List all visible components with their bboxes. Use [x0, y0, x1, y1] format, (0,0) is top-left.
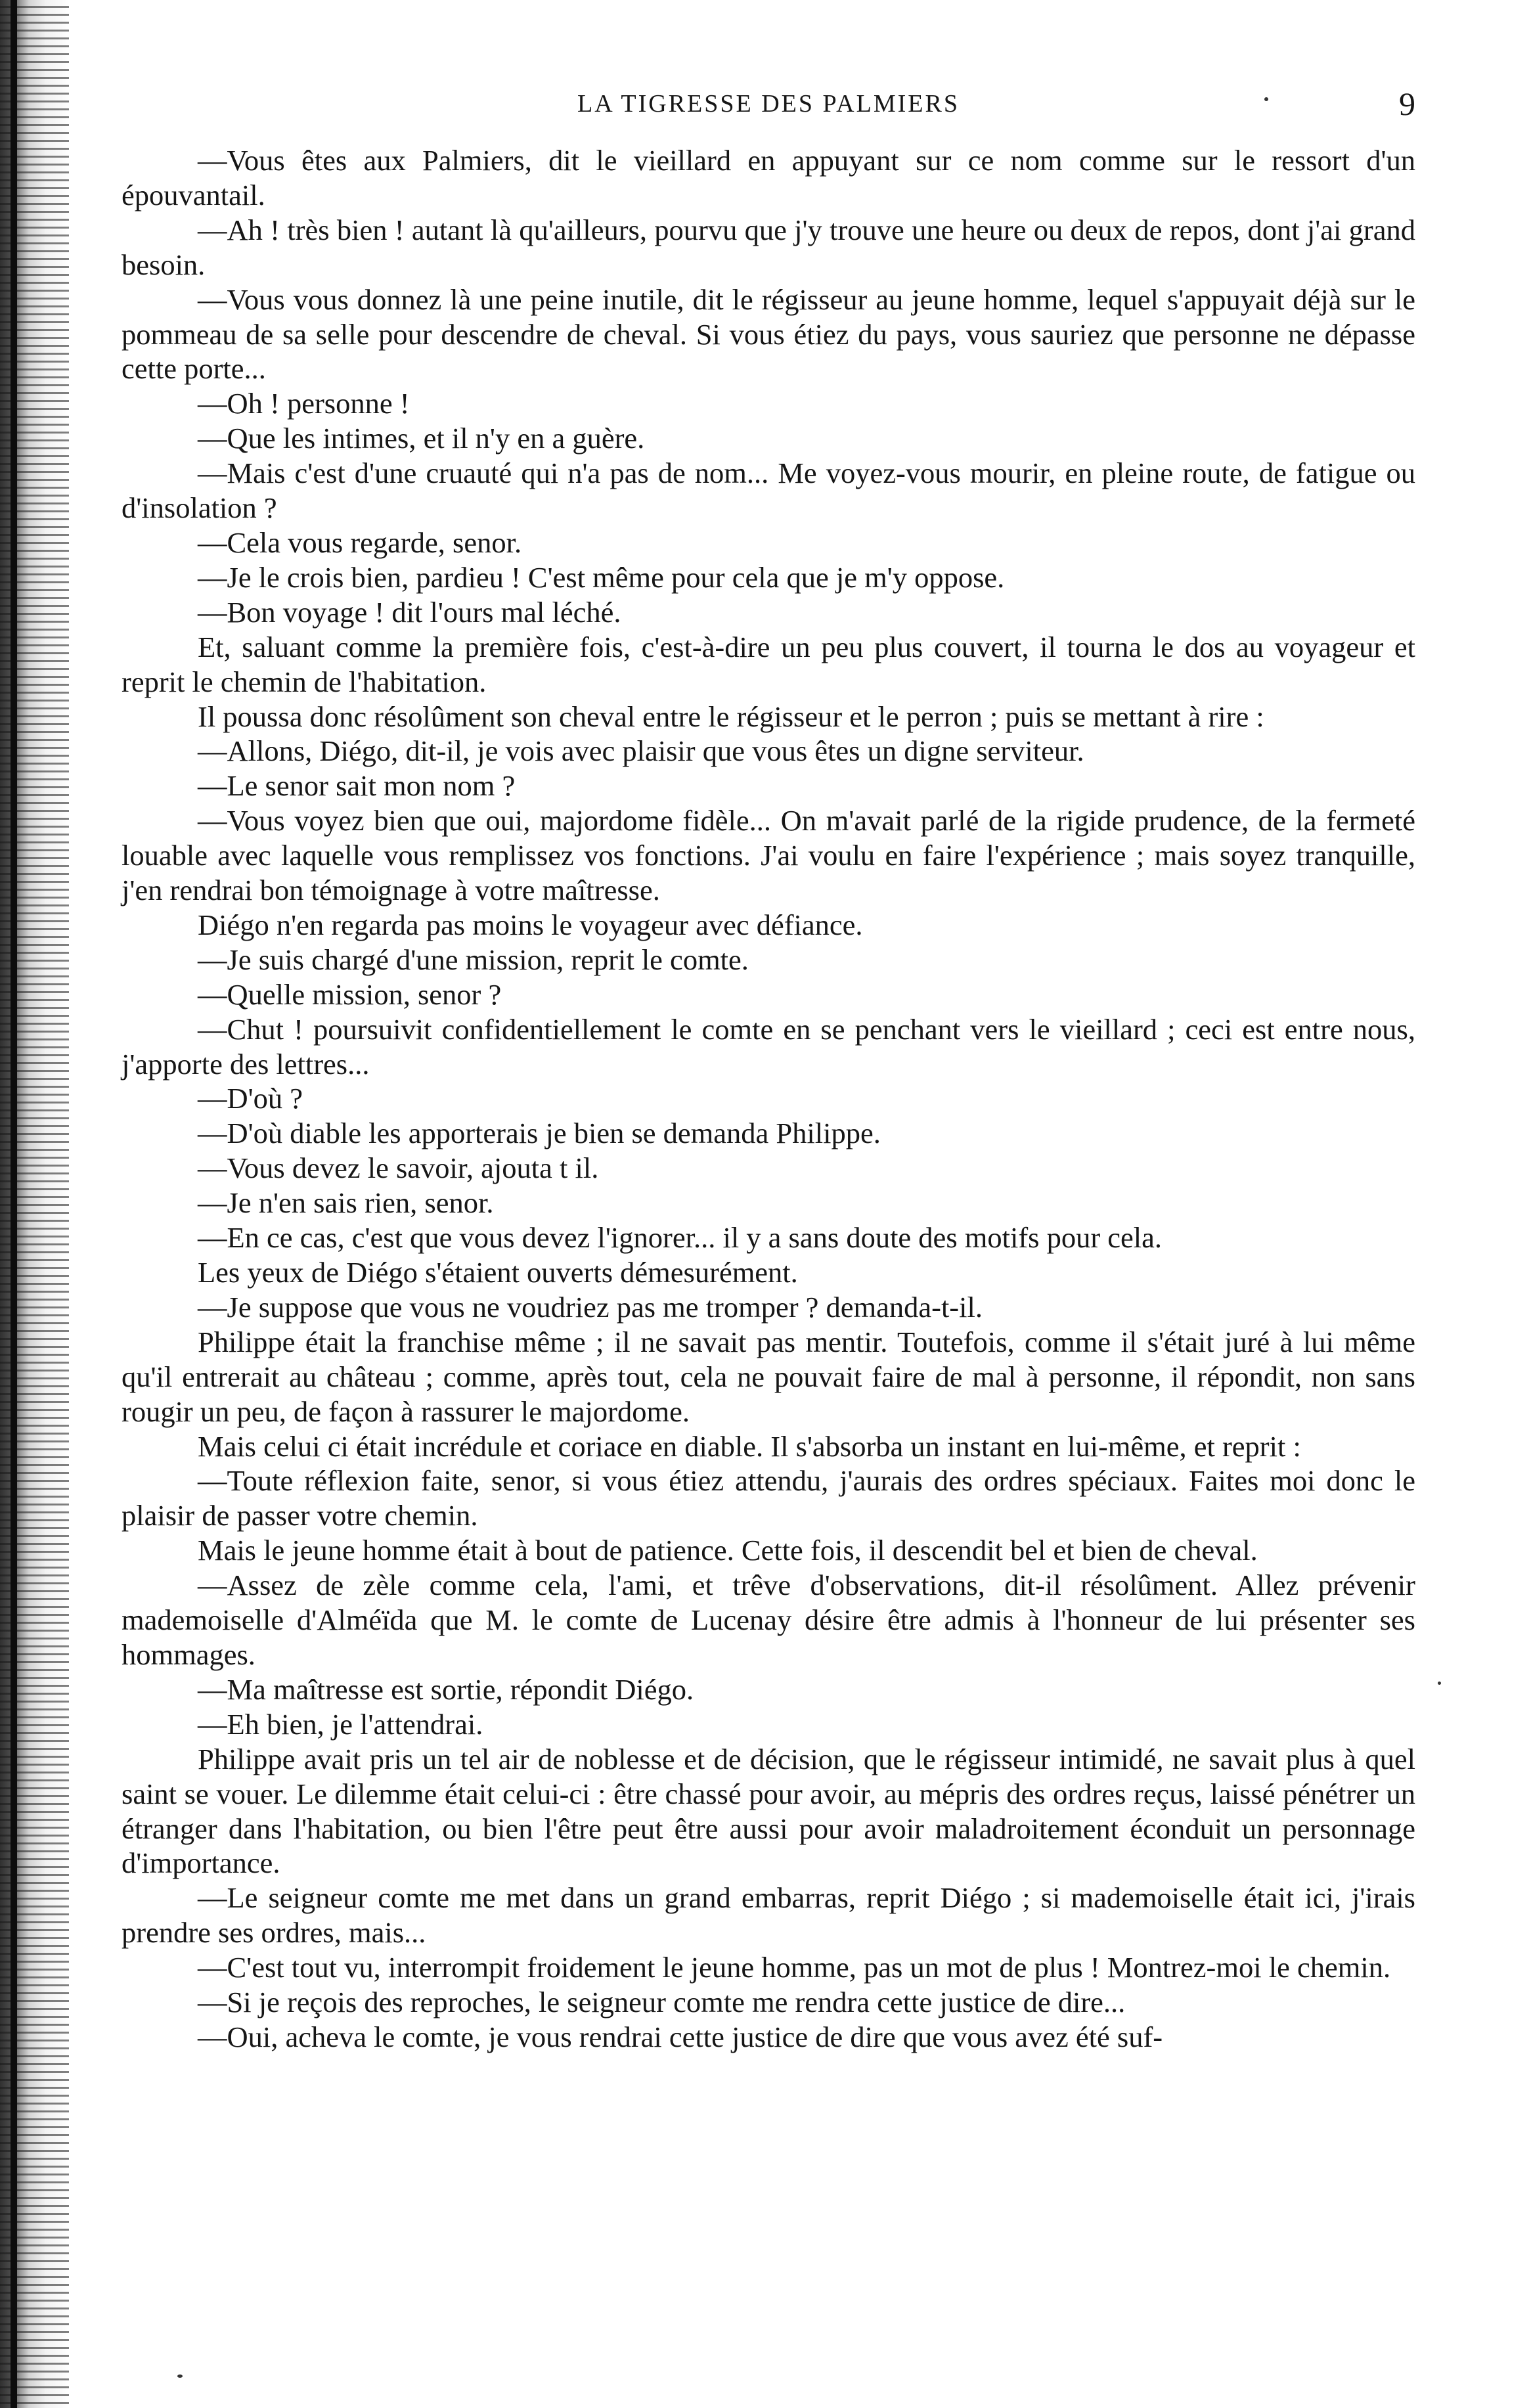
paragraph: —D'où ? [198, 1082, 303, 1115]
paragraph: —Oui, acheva le comte, je vous rendrai cette justice de dire que vous avez été suf- [198, 2020, 1163, 2053]
paragraph: —Vous vous donnez là une peine inutile, dit le régisseur au jeune homme, lequel s'appuyait déjà sur le pommeau de sa selle pour descendre de cheval. Si vous étiez du pays, vous sauriez que personne ne dépasse cette porte... [122, 282, 1415, 386]
paragraph: Et, saluant comme la première fois, c'est-à-dire un peu plus couvert, il tourna le dos au voyageur et reprit le chemin de l'habitation. [122, 630, 1415, 698]
paragraph: —Oh ! personne ! [198, 387, 410, 420]
paragraph: Mais le jeune homme était à bout de patience. Cette fois, il descendit bel et bien de cheval. [198, 1534, 1258, 1567]
paragraph: —Le seigneur comte me met dans un grand embarras, reprit Diégo ; si mademoiselle était ici, j'irais prendre ses ordres, mais... [122, 1881, 1415, 1950]
paragraph: —Assez de zèle comme cela, l'ami, et trêve d'observations, dit-il résolûment. Allez prévenir mademoiselle d'Alméïda que M. le comte de Lucenay désire être admis à l'honneur de lui présenter ses hommages. [122, 1569, 1415, 1671]
paragraph: —Que les intimes, et il n'y en a guère. [198, 422, 645, 455]
paragraph: —Allons, Diégo, dit-il, je vois avec plaisir que vous êtes un digne serviteur. [198, 734, 1084, 768]
paragraph: Mais celui ci était incrédule et coriace en diable. Il s'absorba un instant en lui-même, et reprit : [198, 1429, 1301, 1463]
paragraph: —Je n'en sais rien, senor. [198, 1186, 494, 1220]
paragraph: —En ce cas, c'est que vous devez l'ignorer... il y a sans doute des motifs pour cela. [198, 1221, 1163, 1255]
paragraph: Philippe était la franchise même ; il ne savait pas mentir. Toutefois, comme il s'était juré à lui même qu'il entrerait au château ; comme, après tout, cela ne pouvait faire de mal à personne, il répondit, non sans rougir un peu, de façon à rassurer le majordome. [122, 1325, 1415, 1428]
page-number: 9 [1399, 85, 1415, 122]
paragraph: —Vous voyez bien que oui, majordome fidèle... On m'avait parlé de la rigide prudence, de la fermeté louable avec laquelle vous remplissez vos fonctions. J'ai voulu en faire l'expérience ; mais soyez tranquille, j'en rendrai bon témoignage à votre maîtresse. [122, 804, 1415, 907]
paragraph: —Le senor sait mon nom ? [198, 769, 516, 803]
paragraph: —D'où diable les apporterais je bien se demanda Philippe. [198, 1117, 881, 1150]
paragraph: —Ah ! très bien ! autant là qu'ailleurs, pourvu que j'y trouve une heure ou deux de repos, dont j'ai grand besoin. [122, 213, 1415, 281]
paragraph: Il poussa donc résolûment son cheval entre le régisseur et le perron ; puis se mettant à rire : [198, 700, 1264, 733]
paragraph: —C'est tout vu, interrompit froidement le jeune homme, pas un mot de plus ! Montrez-moi le chemin. [198, 1951, 1391, 1984]
paragraph: —Toute réflexion faite, senor, si vous étiez attendu, j'aurais des ordres spéciaux. Faites moi donc le plaisir de passer votre chemin. [122, 1464, 1415, 1532]
running-head [122, 84, 1415, 123]
paragraph: —Cela vous regarde, senor. [198, 525, 522, 559]
print-speck [1264, 97, 1268, 101]
paragraph: —Eh bien, je l'attendrai. [198, 1707, 483, 1741]
paragraph: —Vous devez le savoir, ajouta t il. [198, 1151, 599, 1185]
paragraph: —Je suis chargé d'une mission, reprit le comte. [198, 943, 749, 976]
binding-edge [11, 0, 17, 2408]
print-speck [1438, 1682, 1441, 1685]
paragraph: —Chut ! poursuivit confidentiellement le comte en se penchant vers le vieillard ; ceci est entre nous, j'apporte des lettres... [122, 1012, 1415, 1081]
paragraph: —Ma maîtresse est sortie, répondit Diégo. [198, 1672, 694, 1706]
print-speck [177, 2375, 183, 2378]
paragraph: —Si je reçois des reproches, le seigneur comte me rendra cette justice de dire... [198, 1986, 1126, 2019]
paragraph: Diégo n'en regarda pas moins le voyageur avec défiance. [198, 908, 863, 941]
running-title: LA TIGRESSE DES PALMIERS [577, 90, 960, 118]
paragraph: Les yeux de Diégo s'étaient ouverts démesurément. [198, 1256, 798, 1289]
body-text [122, 143, 1415, 2055]
paragraph: Philippe avait pris un tel air de noblesse et de décision, que le régisseur intimidé, ne savait plus à quel saint se vouer. Le dilemme était celui-ci : être chassé pour avoir, au mépris des ordres reçus, laissé pénétrer un étranger dans l'habitation, ou bien l'être peut être aussi pour avoir maladroitement éconduit un personnage d'importance. [122, 1742, 1415, 1880]
paragraph: —Je suppose que vous ne voudriez pas me tromper ? demanda-t-il. [198, 1290, 983, 1324]
paragraph: —Vous êtes aux Palmiers, dit le vieillard en appuyant sur ce nom comme sur le ressort d'un épouvantail. [122, 144, 1415, 212]
paragraph: —Quelle mission, senor ? [198, 977, 502, 1011]
paragraph: —Bon voyage ! dit l'ours mal léché. [198, 595, 621, 629]
paragraph: —Mais c'est d'une cruauté qui n'a pas de nom... Me voyez-vous mourir, en pleine route, de fatigue ou d'insolation ? [122, 457, 1415, 525]
paragraph: —Je le crois bien, pardieu ! C'est même pour cela que je m'y oppose. [198, 560, 1005, 594]
